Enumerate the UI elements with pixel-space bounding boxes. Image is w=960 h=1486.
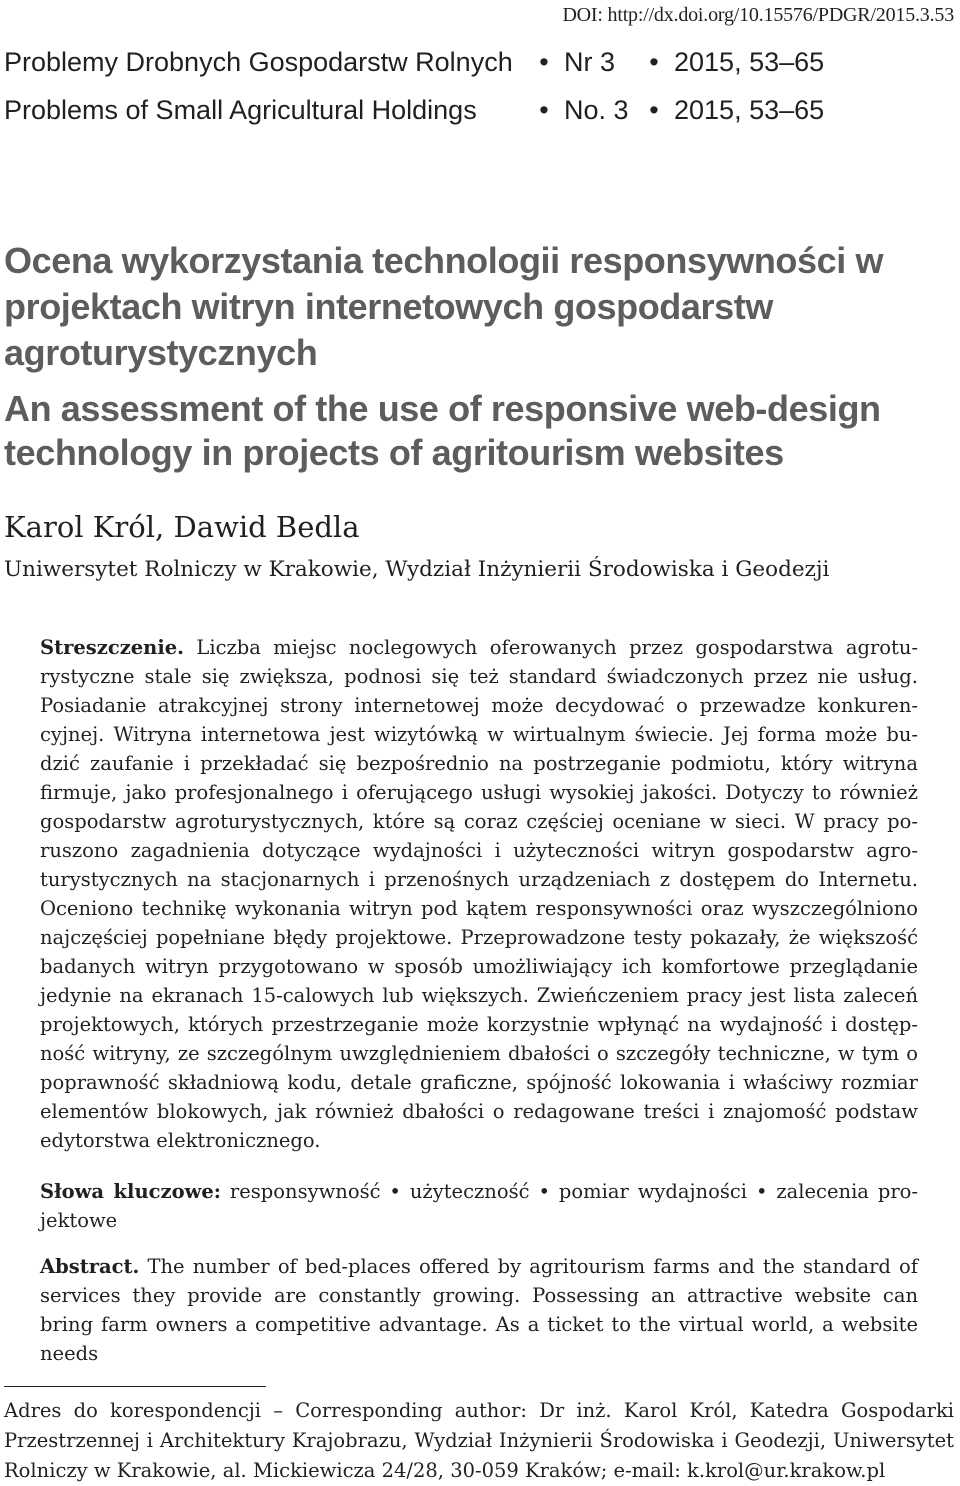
abstract-english	[40, 1252, 918, 1368]
abstract-english-text: The number of bed-places offered by agritourism farms and the standard of services they provide are constantly growing. Possessing an attractive website can bring farm owners a competitive advantage. As a ticket to the virtual world, a website needs	[40, 1255, 918, 1365]
abstract-polish-label: Streszczenie.	[40, 636, 184, 659]
keywords-label: Słowa kluczowe:	[40, 1180, 221, 1203]
journal-pages-polish: 2015, 53–65	[674, 47, 825, 77]
bullet-separator: •	[539, 47, 549, 77]
journal-issue-english: No. 3	[564, 95, 629, 125]
abstract-polish	[40, 633, 918, 1155]
journal-pages-english: 2015, 53–65	[674, 95, 825, 125]
affiliation: Uniwersytet Rolniczy w Krakowie, Wydział Inżynierii Środowiska i Geodezji	[4, 557, 830, 582]
article-title-polish: Ocena wykorzystania technologii responsywności w projektach witryn internetowych gospodarstw agroturystycznych	[4, 240, 884, 373]
bullet-separator: •	[649, 47, 659, 77]
journal-name-polish: Problemy Drobnych Gospodarstw Rolnych	[4, 47, 513, 77]
authors: Karol Król, Dawid Bedla	[4, 510, 360, 544]
doi-link[interactable]: DOI: http://dx.doi.org/10.15576/PDGR/2015.3.53	[562, 4, 954, 26]
journal-header-english	[4, 95, 824, 126]
abstract-polish-text: Liczba miejsc noclegowych oferowanych przez gospodarstwa agroturystyczne stale się zwiększa, podnosi się też standard świadczonych przez nie usług. Posiadanie atrakcyjnej strony internetowej może decydować o przewadze konkurencyjnej. Witryna internetowa jest wizytówką w wirtualnym świecie. Jej forma może budzić zaufanie i przekładać się bezpośrednio na postrzeganie podmiotu, który witryna firmuje, jako profesjonalnego i oferującego usługi wysokiej jakości. Dotyczy to również gospodarstw agroturystycznych, które są coraz częściej oceniane w sieci. W pracy poruszono zagadnienia dotyczące wydajności i użyteczności witryn gospodarstw agroturystycznych na stacjonarnych i przenośnych urządzeniach z dostępem do Internetu. Oceniono technikę wykonania witryn pod kątem responsywności oraz wyszczególniono najczęściej popełniane błędy projektowe. Przeprowadzone testy pokazały, że większość badanych witryn przygotowano w sposób umożliwiający ich komfortowe przeglądanie jedynie na ekranach 15-calowych lub większych. Zwieńczeniem pracy jest lista zaleceń projektowych, których przestrzeganie może korzystnie wpłynąć na wydajność i dostępność witryny, ze szczególnym uwzględnieniem dbałości o szczegóły techniczne, w tym o poprawność składniową kodu, detale graficzne, spójność lokowania i właściwy rozmiar elementów blokowych, jak również dbałości o redagowane treści i znajomość podstaw edytorstwa elektronicznego.	[40, 636, 918, 1152]
bullet-separator: •	[649, 95, 659, 125]
abstract-english-label: Abstract.	[40, 1255, 140, 1278]
footnote-divider	[4, 1386, 266, 1387]
article-title-english: An assessment of the use of responsive web-design technology in projects of agritourism websites	[4, 388, 881, 473]
keywords-text: responsywność • użyteczność • pomiar wydajności • zalecenia projektowe	[40, 1180, 919, 1232]
keywords	[40, 1177, 918, 1235]
journal-name-english: Problems of Small Agricultural Holdings	[4, 95, 477, 125]
bullet-separator: •	[539, 95, 549, 125]
journal-issue-polish: Nr 3	[564, 47, 616, 77]
corresponding-author-footnote: Adres do korespondencji – Corresponding author: Dr inż. Karol Król, Katedra Gospodarki Przestrzennej i Architektury Krajobrazu, Wydział Inżynierii Środowiska i Geodezji, Uniwersytet Rolniczy w Krakowie, al. Mickiewicza 24/28, 30-059 Kraków; e-mail: k.krol@ur.krakow.pl	[4, 1399, 954, 1482]
journal-header-polish	[4, 47, 824, 78]
